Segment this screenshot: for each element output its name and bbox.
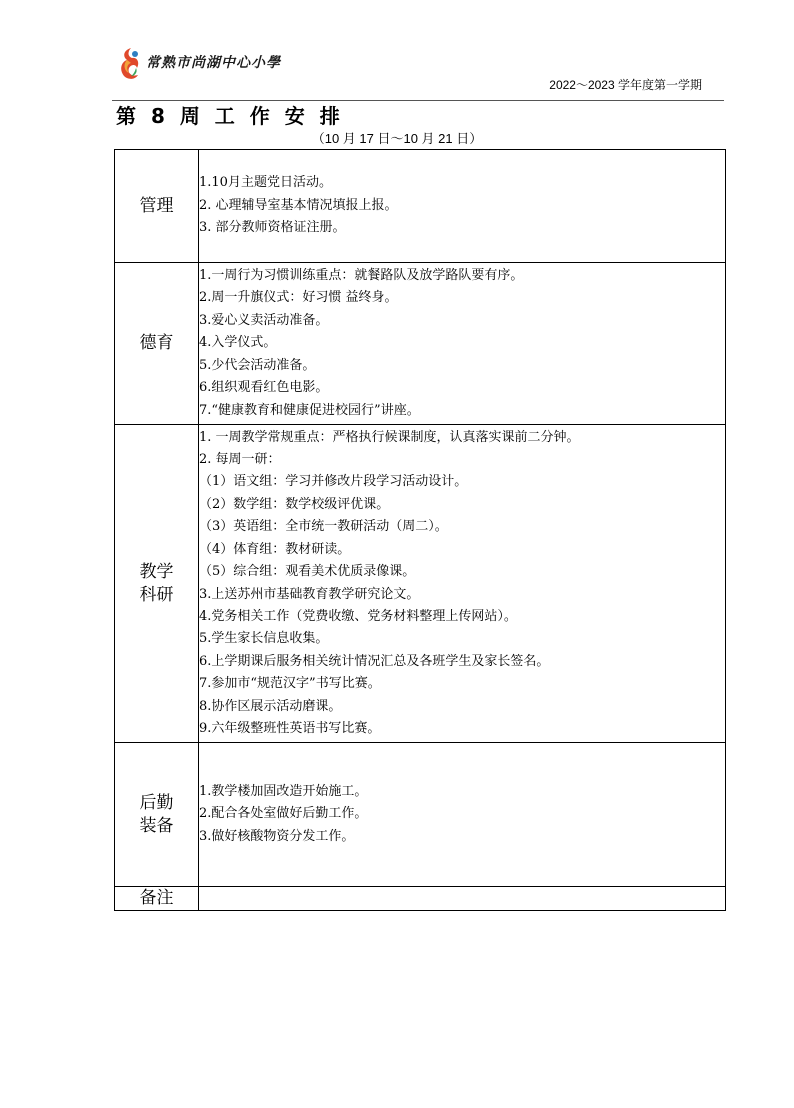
category-cell	[115, 150, 199, 263]
list-item: 6.上学期课后服务相关统计情况汇总及各班学生及家长签名。	[199, 653, 550, 669]
remarks-cell	[199, 887, 726, 911]
category-label: 装备	[139, 815, 174, 836]
list-item: 2.周一升旗仪式：好习惯 益终身。	[199, 290, 398, 306]
list-item: 3.做好核酸物资分发工作。	[199, 828, 355, 844]
content-cell	[199, 150, 726, 263]
table-row-logistics	[115, 743, 726, 887]
school-logo-icon	[118, 46, 142, 82]
list-item: 7.参加市“规范汉字”书写比赛。	[199, 676, 381, 692]
list-item: 2. 心理辅导室基本情况填报上报。	[199, 197, 398, 213]
list-item: 3. 部分教师资格证注册。	[199, 220, 346, 236]
category-cell	[115, 887, 199, 911]
content-cell	[199, 425, 726, 743]
category-cell	[115, 263, 199, 425]
list-item: 8.协作区展示活动磨课。	[199, 698, 342, 714]
category-label: 管理	[139, 195, 174, 216]
list-item: （2）数学组：数学校级评优课。	[199, 496, 390, 512]
table-row-teaching-research	[115, 425, 726, 743]
school-name: 常熟市尚湖中心小學	[146, 55, 281, 71]
list-item: 4.党务相关工作（党费收缴、党务材料整理上传网站）。	[199, 608, 517, 624]
list-item: 5.少代会活动准备。	[199, 357, 316, 373]
category-label: 教学	[139, 561, 174, 582]
date-range: （10 月 17 日～10 月 21 日）	[311, 131, 483, 146]
content-cell	[199, 743, 726, 887]
category-label: 科研	[139, 584, 174, 605]
list-item: 1.10月主题党日活动。	[199, 175, 332, 191]
list-item: 4.入学仪式。	[199, 335, 277, 351]
category-cell	[115, 743, 199, 887]
list-item: 5.学生家长信息收集。	[199, 631, 329, 647]
list-item: 1. 一周教学常规重点：严格执行候课制度，认真落实课前二分钟。	[199, 429, 580, 445]
category-label: 德育	[139, 333, 174, 353]
list-item: 9.六年级整班性英语书写比赛。	[199, 720, 381, 736]
list-item: （5）综合组：观看美术优质录像课。	[199, 564, 416, 580]
page-title: 第 8 周 工 作 安 排	[116, 104, 344, 128]
list-item: 1.教学楼加固改造开始施工。	[199, 783, 368, 799]
list-item: 3.上送苏州市基础教育教学研究论文。	[199, 586, 420, 602]
content-cell	[199, 263, 726, 425]
term-label: 2022～2023 学年度第一学期	[549, 78, 702, 92]
category-label: 后勤	[139, 792, 174, 813]
category-cell	[115, 425, 199, 743]
table-row-moral-education	[115, 263, 726, 425]
list-item: 2.配合各处室做好后勤工作。	[199, 806, 368, 822]
category-label: 备注	[139, 888, 174, 908]
list-item: 6.组织观看红色电影。	[199, 380, 329, 396]
list-item: （4）体育组：教材研读。	[199, 541, 351, 557]
work-plan-table	[114, 149, 726, 911]
list-item: 2. 每周一研：	[199, 452, 281, 468]
list-item: （1）语文组：学习并修改片段学习活动设计。	[199, 474, 468, 490]
list-item: 7.“健康教育和健康促进校园行”讲座。	[199, 402, 420, 418]
list-item: 3.爱心义卖活动准备。	[199, 312, 329, 328]
list-item: （3）英语组：全市统一教研活动（周二）。	[199, 519, 448, 535]
table-row-management	[115, 150, 726, 263]
table-row-remarks	[115, 887, 726, 911]
list-item: 1.一周行为习惯训练重点：就餐路队及放学路队要有序。	[199, 268, 524, 284]
